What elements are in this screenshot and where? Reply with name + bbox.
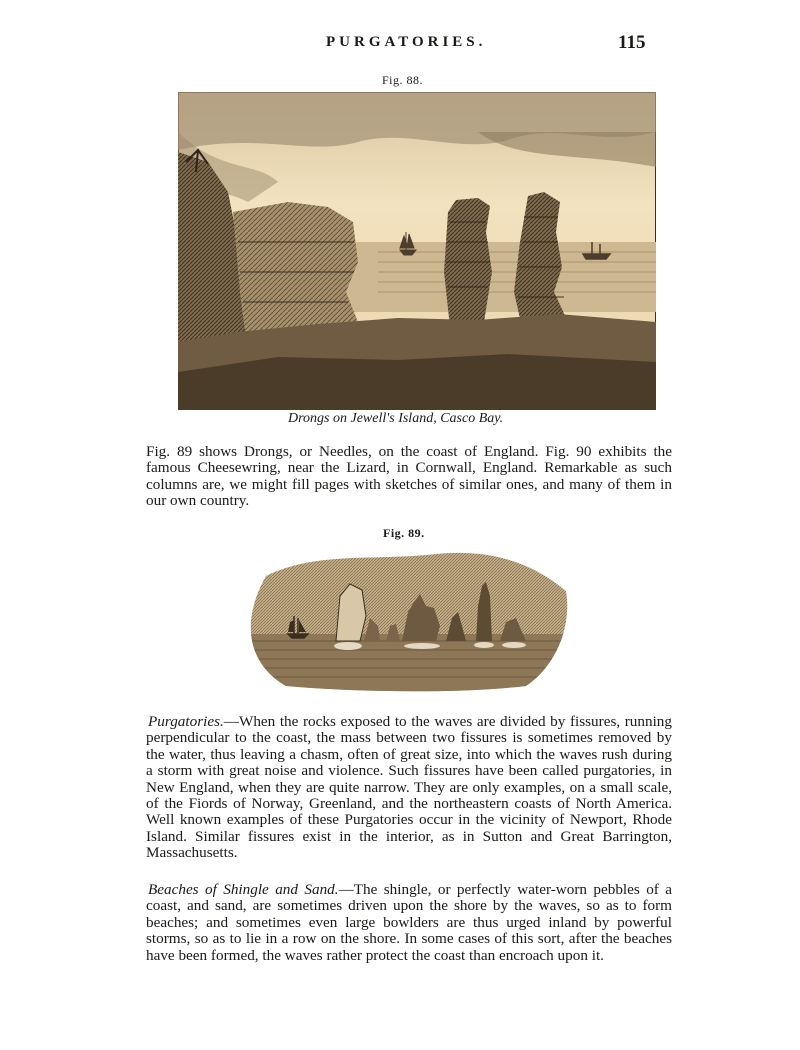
paragraph-beaches <box>146 882 672 964</box>
page-number: 115 <box>618 32 646 53</box>
beaches-text: —The shingle, or perfectly water-worn pebbles of a coast, and sand, are sometimes driven upon the shore by the waves, so as to form beaches; and sometimes even large bowlders are thus urged inland by powerful storms, so as to lie in a row on the shore. In some cases of this sort, after the beaches have been formed, the waves rather protect the coast than encroach upon it. <box>146 881 672 964</box>
figure-89-engraving <box>236 546 572 694</box>
figure-88-label: Fig. 88. <box>382 73 424 87</box>
paragraph-purgatories <box>146 714 672 862</box>
figure-88-caption: Drongs on Jewell's Island, Casco Bay. <box>288 411 504 426</box>
paragraph-fig89-description: Fig. 89 shows Drongs, or Needles, on the coast of England. Fig. 90 exhibits the famous Cheesewring, near the Lizard, in Cornwall, England. Remarkable as such columns are, we might fill pages with sketches of similar ones, and many of them in our own country. <box>146 443 672 510</box>
purgatories-text: —When the rocks exposed to the waves are divided by fissures, running perpendicular to the coast, the mass between two fissures is sometimes removed by the water, thus leaving a chasm, often of great size, into which the waves rush during a storm with great noise and violence. Such fissures have been called purgatories, in New England, when they are quite narrow. They are only examples, on a small scale, of the Fiords of Norway, Greenland, and the northeastern coasts of North America. Well known examples of these Purgatories occur in the vicinity of Newport, Rhode Island. Similar fissures exist in the interior, as in Sutton and Great Barrington, Massachusetts. <box>146 713 672 862</box>
purgatories-heading: Purgatories. <box>148 713 224 730</box>
beaches-heading: Beaches of Shingle and Sand. <box>148 881 339 898</box>
running-title: PURGATORIES. <box>326 34 487 50</box>
figure-89-label: Fig. 89. <box>383 526 425 540</box>
figure-88-engraving <box>178 92 656 410</box>
